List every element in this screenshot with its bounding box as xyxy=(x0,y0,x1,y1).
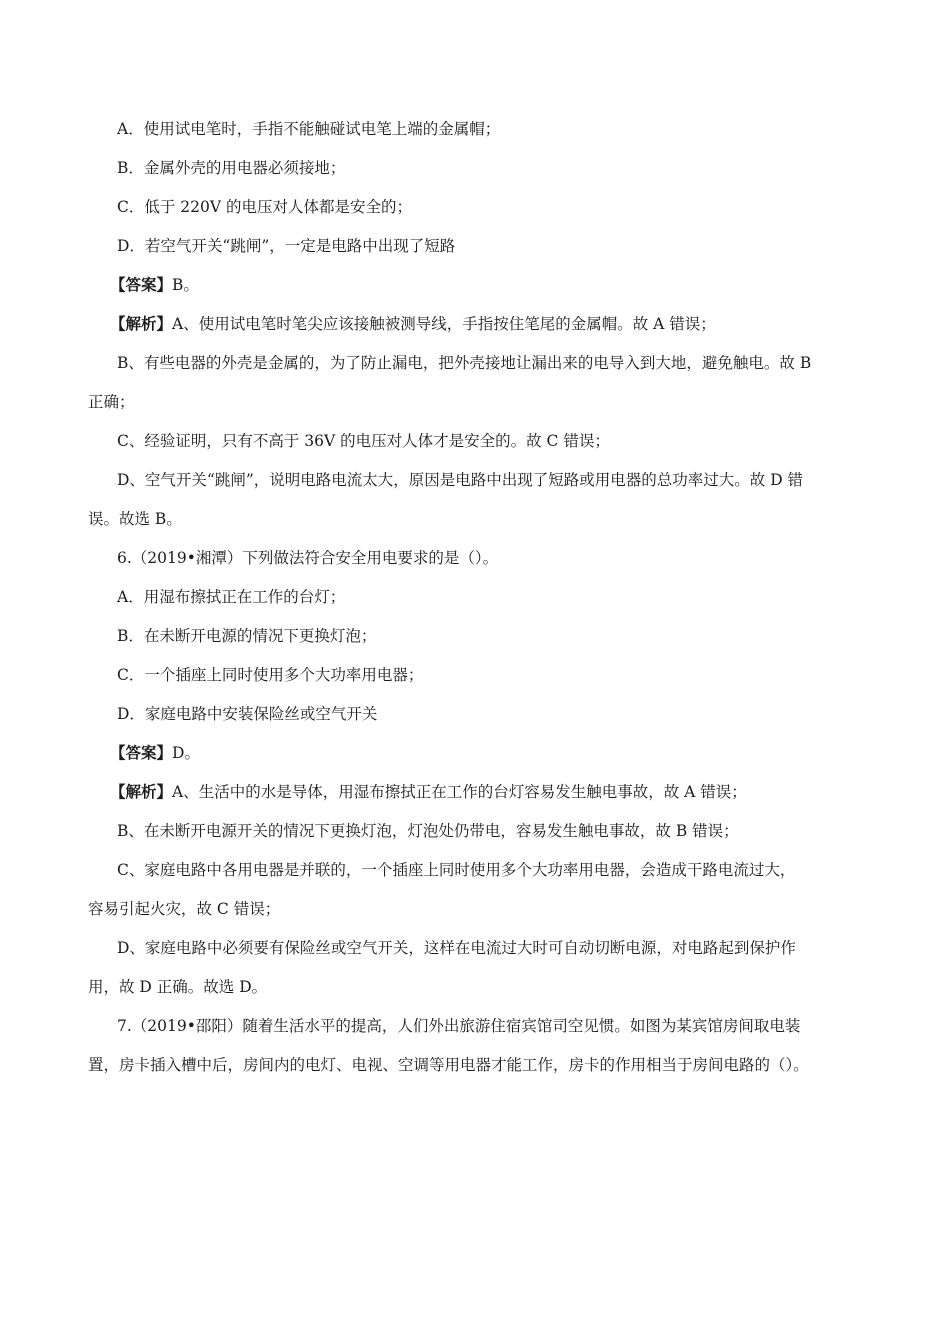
q6-stem: 6.（2019•湘潭）下列做法符合安全用电要求的是（）。 xyxy=(117,549,499,567)
answer-label: 【答案】 xyxy=(110,743,173,762)
answer-label: 【答案】 xyxy=(110,275,173,294)
q5-analysis-line-3: 正确； xyxy=(88,393,135,411)
answer-value: B。 xyxy=(172,276,199,294)
q6-option-b: B．在未断开电源的情况下更换灯泡； xyxy=(117,627,377,645)
analysis-label: 【解析】 xyxy=(110,782,173,801)
analysis-text: A、生活中的水是导体，用湿布擦拭正在工作的台灯容易发生触电事故，故 A 错误； xyxy=(172,783,747,801)
q6-option-c: C．一个插座上同时使用多个大功率用电器； xyxy=(117,666,424,684)
q5-analysis-line-6: 误。故选 B。 xyxy=(88,510,182,528)
q6-analysis-line-3: C、家庭电路中各用电器是并联的，一个插座上同时使用多个大功率用电器，会造成干路电流过大， xyxy=(117,861,796,879)
q5-analysis-line-1 xyxy=(110,312,716,334)
q6-answer xyxy=(110,741,200,763)
q6-analysis-line-4: 容易引起火灾，故 C 错误； xyxy=(88,900,281,918)
q5-analysis-line-4: C、经验证明，只有不高于 36V 的电压对人体才是安全的。故 C 错误； xyxy=(117,432,610,450)
analysis-text: A、使用试电笔时笔尖应该接触被测导线，手指按住笔尾的金属帽。故 A 错误； xyxy=(172,315,716,333)
q7-stem-line-2: 置，房卡插入槽中后，房间内的电灯、电视、空调等用电器才能工作，房卡的作用相当于房间电路的（）。 xyxy=(88,1056,809,1074)
q6-analysis-line-1 xyxy=(110,780,747,802)
q6-analysis-line-2: B、在未断开电源开关的情况下更换灯泡，灯泡处仍带电，容易发生触电事故，故 B 错误； xyxy=(117,822,739,840)
answer-value: D。 xyxy=(172,744,200,762)
q6-option-d: D．家庭电路中安装保险丝或空气开关 xyxy=(117,705,378,723)
q5-analysis-line-5: D、空气开关“跳闸”，说明电路电流太大，原因是电路中出现了短路或用电器的总功率过大。故 D 错 xyxy=(117,471,804,489)
q5-option-d: D．若空气开关“跳闸”，一定是电路中出现了短路 xyxy=(117,237,456,255)
q5-option-a: A．使用试电笔时，手指不能触碰试电笔上端的金属帽； xyxy=(117,120,501,138)
q5-option-c: C．低于 220V 的电压对人体都是安全的； xyxy=(117,198,412,216)
q6-option-a: A．用湿布擦拭正在工作的台灯； xyxy=(117,588,346,606)
q5-analysis-line-2: B、有些电器的外壳是金属的，为了防止漏电，把外壳接地让漏出来的电导入到大地，避免触电。故 B xyxy=(117,354,812,372)
q7-stem-line-1: 7.（2019•邵阳）随着生活水平的提高，人们外出旅游住宿宾馆司空见惯。如图为某宾馆房间取电装 xyxy=(117,1017,801,1035)
q6-analysis-line-5: D、家庭电路中必须要有保险丝或空气开关，这样在电流过大时可自动切断电源，对电路起到保护作 xyxy=(117,939,796,957)
q5-option-b: B．金属外壳的用电器必须接地； xyxy=(117,159,346,177)
q6-analysis-line-6: 用，故 D 正确。故选 D。 xyxy=(88,978,268,996)
analysis-label: 【解析】 xyxy=(110,314,173,333)
q5-answer xyxy=(110,273,199,295)
